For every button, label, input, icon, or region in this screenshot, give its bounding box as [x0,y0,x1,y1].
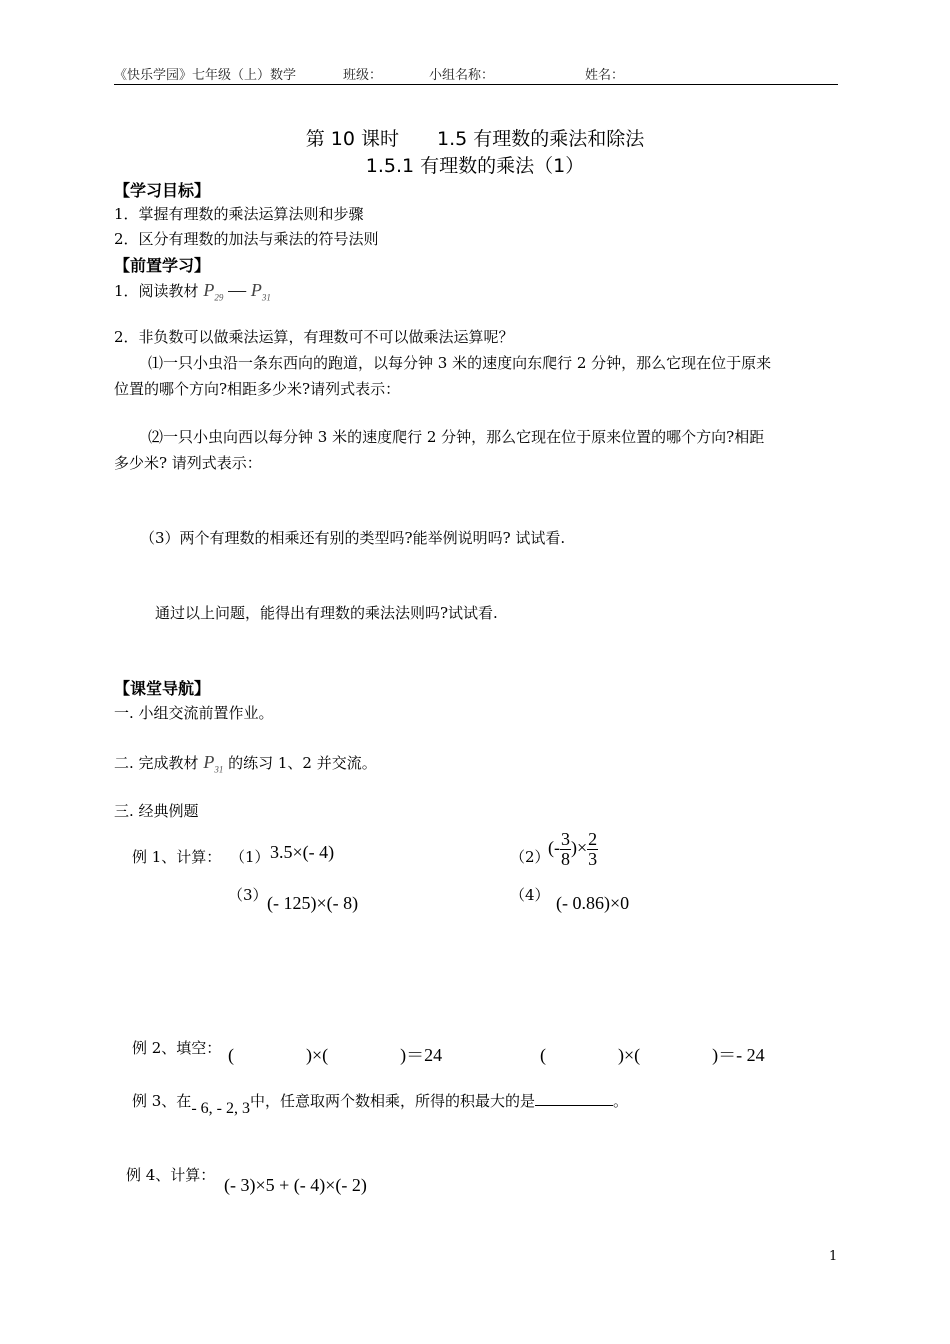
example-3-prefix: 例 3、在 [132,1092,192,1110]
header-rule [114,84,838,85]
header-course: 《快乐学园》七年级（上）数学 [114,68,297,83]
preview-q2: 2．非负数可以做乘法运算，有理数可不可以做乘法运算呢？ [114,328,514,346]
preview-q2-1-line1: ⑴一只小虫沿一条东西向的跑道，以每分钟 3 米的速度向东爬行 2 分钟，那么它现在位于原来 [148,354,772,372]
goal-item-2: 2．区分有理数的加法与乘法的符号法则 [114,230,379,248]
page-ref-31: $P_{31}$ [203,752,224,775]
preview-q2-1-line2: 位置的哪个方向?相距多少米?请列式表示： [114,380,401,398]
example-2-blank-b: ( )×( )＝- 24 [540,1045,765,1065]
lesson-subtitle: 1.5.1 有理数的乘法（1） [365,155,585,177]
page-ref-dash: — [228,280,247,300]
preview-q2-2-line2: 多少米? 请列式表示： [114,454,262,472]
preview-summary: 通过以上问题，能得出有理数的乘法法则吗?试试看. [155,604,498,622]
example-1-2-expr: (- $\frac{3}{8}$ )× $\frac{2}{3}$ [548,829,598,869]
goal-item-1: 1．掌握有理数的乘法运算法则和步骤 [114,205,364,223]
header-group-label: 小组名称： [429,68,495,83]
example-1-label: 例 1、计算： [132,848,222,866]
navigation-step-2-prefix: 二. 完成教材 [114,754,199,772]
example-3-line [132,1090,628,1117]
example-3-set: - 6, - 2, 3 [191,1100,250,1117]
navigation-step-3: 三. 经典例题 [114,802,199,820]
example-3-answer-blank[interactable] [535,1093,613,1106]
example-2-blank-a: ( )×( )＝24 [228,1045,443,1065]
navigation-heading: 【课堂导航】 [114,679,211,698]
example-4-expr: (- 3)×5 + (- 4)×(- 2) [224,1175,367,1195]
example-1-4-expr: (- 0.86)×0 [556,893,630,913]
preview-q2-3: （3）两个有理数的相乘还有别的类型吗?能举例说明吗? 试试看. [140,529,566,547]
page-ref-start: $P_{29}$ [203,280,224,303]
example-3-end: 。 [612,1092,628,1110]
navigation-step-1: 一. 小组交流前置作业。 [114,704,274,722]
example-1-2-label: （2） [510,848,550,866]
preview-q2-2-line1: ⑵一只小虫向西以每分钟 3 米的速度爬行 2 分钟，那么它现在位于原来位置的哪个方向?相距 [148,428,765,446]
example-4-label: 例 4、计算： [126,1166,216,1184]
preview-q1 [114,280,271,303]
preview-heading: 【前置学习】 [114,256,211,275]
header-class-label: 班级： [343,68,383,83]
example-1-1-label: （1） [230,848,270,866]
navigation-step-2 [114,752,377,775]
page-number: 1 [829,1249,838,1264]
page-ref-end: $P_{31}$ [250,280,271,303]
lesson-title: 第 10 课时 1.5 有理数的乘法和除法 [305,128,645,150]
example-2-label: 例 2、填空： [132,1039,222,1057]
example-1-3-label: （3） [228,886,268,904]
example-3-suffix: 中，任意取两个数相乘，所得的积最大的是 [249,1092,535,1110]
goals-heading: 【学习目标】 [114,181,211,200]
header-name-label: 姓名： [585,68,625,83]
example-1-1-expr: 3.5×(- 4) [270,842,335,862]
example-1-3-expr: (- 125)×(- 8) [267,893,359,913]
preview-q1-text: 1．阅读教材 [114,282,199,300]
navigation-step-2-suffix: 的练习 1、2 并交流。 [228,754,377,772]
example-1-4-label: （4） [510,886,550,904]
